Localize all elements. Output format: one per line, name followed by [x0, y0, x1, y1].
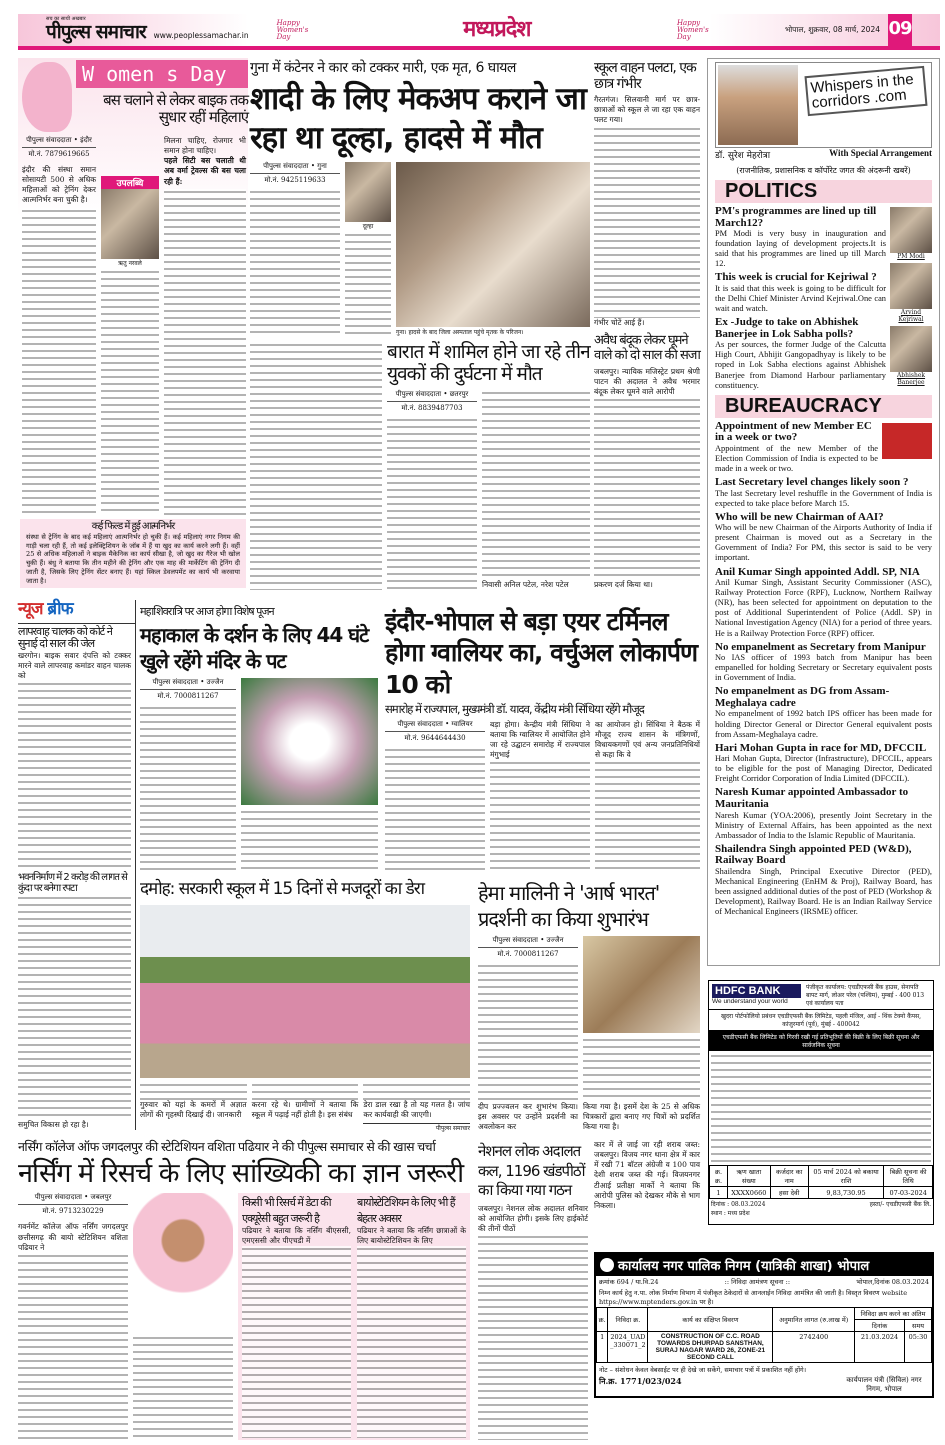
- body-text: [478, 1234, 588, 1440]
- body-text: [595, 760, 700, 872]
- ad-title: कार्यालय नगर पालिक निगम (यात्रिकी शाखा) भोपाल: [618, 1259, 870, 1274]
- box-title: कई फिल्ड में हुई आत्मनिर्भर: [91, 521, 175, 533]
- headline: स्कूल वाहन पलटा, एक छात्र गंभीर: [594, 60, 696, 93]
- womens-day-story: [18, 58, 248, 588]
- mobile-number: मो.नं. 7879619665: [28, 150, 90, 158]
- address: पंजीकृत कार्यालय: एचडीएफसी बैंक हाउस, सेनापति बापट मार्ग, लोअर परेल (पश्चिम), मुम्बई - 400 013 एवं कार्यालय पता: [806, 984, 925, 1007]
- groom-photo: [345, 162, 391, 222]
- mobile-number: मो.नं. 8839487703: [401, 403, 463, 412]
- whispers-banner: [715, 62, 932, 148]
- photo-ritu: [101, 189, 159, 259]
- headline: नर्सिंग में रिसर्च के लिए सांख्यिकी का ज्ञान जरूरी: [18, 1158, 464, 1190]
- politics-photos: [890, 203, 932, 391]
- col: [363, 1082, 470, 1132]
- body-text: [583, 1037, 700, 1102]
- slogan: We understand your world: [712, 998, 788, 1005]
- lead: गुरुवार को यहां के कमरों में अज्ञात लोगों की गृहस्थी दिखाई दी। जानकारी: [140, 1099, 247, 1119]
- nursing-columns: [18, 1193, 470, 1440]
- hema-columns: [478, 936, 700, 1132]
- item-title: This week is crucial for Kejriwal ?: [715, 271, 877, 284]
- subhead: पहले सिटी बस चलाती थी अब वर्मा ट्रेवल्स की बस चला रही हैं:: [164, 156, 246, 186]
- side-box: [238, 1193, 470, 1440]
- col1: [250, 342, 382, 590]
- mahakal-columns: [140, 678, 378, 872]
- item-title: Anil Kumar Singh appointed Addl. SP, NIA: [715, 565, 920, 578]
- notice-text: [711, 1053, 931, 1163]
- body-text: [140, 705, 236, 872]
- item-text: It is said that this week is going to be difficult for the Delhi Chief Minister Arvind Kejriwal.One can wait and watch.: [715, 283, 886, 314]
- brand: HDFC BANK: [712, 984, 801, 998]
- guna-story: [250, 60, 590, 336]
- item-title: Appointment of new Member EC in a week or two?: [715, 419, 872, 444]
- title-part: न्यूज: [18, 599, 43, 619]
- author-name: डॉ. सुरेश मेहरोत्रा: [715, 151, 771, 161]
- photo-col: [133, 1193, 233, 1440]
- barat-layout: [250, 342, 590, 590]
- byline: पीपुल्स संवादादाता • जबलपुर: [18, 1193, 128, 1205]
- body-text: [478, 963, 578, 1102]
- body-text: [387, 417, 477, 590]
- th: 05 मार्च 2024 को बकाया राशि: [808, 1166, 884, 1187]
- body-text: [250, 189, 340, 336]
- mobile-number: मो.नं. 7000811267: [497, 950, 559, 958]
- guna-caption: गुना। हादसे के बाद जिला अस्पताल पहुंचे मृतक के परिजन।: [396, 329, 524, 336]
- airport-story: [385, 606, 700, 872]
- td: 2742400: [773, 1332, 855, 1363]
- td: CONSTRUCTION OF C.C. ROAD TOWARDS DHURPAD SANSTHAN, SURAJ NAGAR WARD 26, ZONE-21 SECOND CALL: [648, 1332, 773, 1363]
- col2-lead: मिलना चाहिए, रोजगार भी समान होना चाहिए।: [164, 136, 246, 156]
- th: कर्जदार का नाम: [770, 1166, 808, 1187]
- byline-block: [140, 678, 236, 872]
- end-text: निवासी अनिल पटेल, नरेश पटेल: [482, 579, 569, 589]
- hdfc-logo: [709, 981, 804, 1009]
- body-text: [18, 895, 131, 1120]
- end-text: गंभीर चोटें आई हैं।: [594, 317, 645, 327]
- whispers-column: [707, 58, 940, 966]
- womens-day-top: [18, 58, 248, 132]
- item-text: No IAS officer of 1993 batch from Manipur has been empanelled for holding Secretary or Secretary equivalent posts in Government of India.: [715, 653, 932, 683]
- body-text: [18, 681, 131, 869]
- liquor-brief: [594, 1140, 700, 1211]
- col3: [482, 390, 590, 590]
- womens-day-banner: W omen s Day: [76, 60, 248, 88]
- lead: बड़ा होगा। केन्द्रीय मंत्री सिंधिया ने बताया कि ग्वालियर में आयोजित होने जा रहे उद्घाटन समारोह में राज्यपाल मंगुभाई: [490, 719, 590, 760]
- item-title: Ex -Judge to take on Abhishek Banerjee in Lok Sabha polls?: [715, 316, 859, 340]
- headline: नेशनल लोक अदालत कल, 1196 खंडपीठों का किया गया गठन: [478, 1142, 585, 1199]
- headline: अवैध बंदूक लेकर घूमने वाले को दो साल की सजा: [594, 333, 700, 363]
- lok-adalat-body: [478, 1204, 588, 1441]
- td: हसा देवी: [770, 1187, 808, 1199]
- damoh-main: [140, 905, 470, 1132]
- item-text: No empanelment of 1992 batch IPS officer has been made for holding Director General or Director General equivalent posts from Assam-Meghalaya cadre.: [715, 709, 932, 739]
- lead: इंदौर की संस्था समान सोसायटी 500 से अधिक महिलाओं को ट्रेनिंग देकर आत्मनिर्भर बना चुकी है।: [22, 165, 96, 205]
- mobile-number: मो.नं. 7000811267: [157, 691, 219, 700]
- byline: पीपुल्स संवाददाता • छतरपुर: [387, 390, 477, 402]
- side-box: [20, 519, 246, 588]
- section-title: मध्यप्रदेश: [463, 17, 531, 43]
- ec-graphic: [882, 423, 932, 459]
- news-brief-title: [18, 600, 135, 620]
- col1: [22, 136, 96, 515]
- body-text: [482, 390, 590, 580]
- politics-section-title: POLITICS: [715, 180, 932, 203]
- headline: बस चलाने से लेकर बाइक तक सुधार रहीं महिलाएं: [103, 91, 248, 127]
- item-title: PM's programmes are lined up till March12?: [715, 205, 877, 229]
- col: [140, 1082, 247, 1132]
- body-text: [345, 232, 391, 336]
- box-title: बायोस्टेटिशियन के लिए भी हैं बेहतर अवसर: [357, 1196, 455, 1225]
- item-title: Shailendra Singh appointed PED (W&D), Railway Board: [715, 842, 912, 867]
- item-title: Who will be new Chairman of AAI?: [715, 510, 884, 523]
- lok-adalat-story: [478, 1142, 588, 1440]
- body-text: [241, 809, 378, 872]
- mobile-number: मो.नं. 9713230229: [42, 1207, 104, 1216]
- photo-caption: PM Modi: [897, 253, 925, 260]
- col2: [345, 162, 391, 336]
- bureaucracy-section-title: BUREAUCRACY: [715, 395, 932, 418]
- box-col: [242, 1195, 351, 1438]
- tender-table: [596, 1307, 932, 1363]
- td: 2024_UAD_330071_2: [608, 1332, 648, 1363]
- ad-top: [709, 981, 933, 1010]
- item-text: Hari Mohan Gupta, Director (Infrastructure), DFCCIL, appears to be eligible for the post of Managing Director, Dedicated Freight Corridor Corporation of India Limited (DFCCIL).: [715, 754, 932, 784]
- damoh-columns: [140, 1082, 470, 1132]
- whispers-tagline: (राजनीतिक, प्रशासनिक व कॉर्पोरेट जगत की अंदरूनी खबरें): [736, 166, 911, 175]
- body-text: [594, 397, 700, 580]
- masthead-logo[interactable]: पीपुल्स समाचार: [46, 21, 146, 44]
- headline: दमोह: सरकारी स्कूल में 15 दिनों से मजदूरों का डेरा: [140, 879, 425, 899]
- hdfc-bank-ad: [708, 980, 934, 1225]
- damoh-body: [140, 905, 470, 1132]
- body-text: [357, 1246, 466, 1438]
- bureaucracy-items: [715, 421, 932, 918]
- th: निविदा क्र.: [608, 1308, 648, 1332]
- headline: महाकाल के दर्शन के लिए 44 घंटे खुले रहेंगे मंदिर के पट: [140, 622, 369, 673]
- body-text: [490, 760, 590, 872]
- sign: हस्ता/- एचडीएफसी बैंक लि.: [869, 1201, 931, 1208]
- col3: [595, 720, 700, 872]
- headline: हेमा मालिनी ने 'आर्ष भारत' प्रदर्शनी का किया शुभारंभ: [478, 881, 660, 931]
- byline-block: [478, 936, 578, 1132]
- byline-block: [250, 162, 340, 336]
- news-brief-column: [18, 600, 136, 1130]
- td: 1: [710, 1187, 728, 1199]
- note: नोट – संशोधन केवल वेबसाईट पर ही देखे जा सकेंगे, समाचार पत्रों में प्रकाशित नहीं होंगे।: [599, 1366, 807, 1374]
- th: कार्य का संक्षिप्त विवरण: [648, 1308, 773, 1332]
- ad-title: एचडीएफसी बैंक लिमिटेड को गिरवी रखी गई प्रतिभूतियों की बिक्री के लिए बिक्री सूचना और सार्वजनिक सूचना: [709, 1031, 933, 1051]
- author-photo: [718, 65, 798, 145]
- lead: गवर्नमेंट कॉलेज ऑफ नर्सिंग जगदलपुर छत्तीसगढ़ की बायो स्टेटिशियन वशिता पढियार ने: [18, 1222, 128, 1252]
- item-text: Appointment of the new Member of the Election Commission of India is expected to be made in a week or two.: [715, 443, 878, 473]
- byline: पीपुल्स संवाददाता • उज्जैन: [478, 936, 578, 948]
- col: [252, 1082, 359, 1132]
- notice: :: निविदा आमंत्रण सूचना ::: [724, 1278, 791, 1286]
- col: [478, 1204, 588, 1441]
- body-text: [18, 1253, 128, 1440]
- damoh-story: [140, 880, 470, 1132]
- politics-items: [715, 203, 886, 391]
- special-arrangement: With Special Arrangement: [829, 148, 932, 158]
- end: दीप प्रज्ज्वलन कर शुभारंभ किया। इस अवसर पर उन्होंने प्रदर्शनी का अवलोकन कर: [478, 1101, 578, 1131]
- signatory: कार्यपालन यंत्री (सिविल) नगर निगम, भोपाल: [846, 1376, 922, 1393]
- body-text: [101, 269, 159, 515]
- brief-headline: भवननिर्माण में 2 करोड़ की लागत से कुंदा पर बनेगा रपटा: [18, 871, 127, 895]
- modi-photo: [890, 207, 932, 253]
- end-text: प्रकरण दर्ज किया था।: [594, 579, 653, 589]
- box-text: पढियार ने बताया कि नर्सिंग छात्राओं के लिए बायोस्टेटिशियन के लिए: [357, 1226, 466, 1246]
- col: [594, 95, 700, 328]
- nursing-story: [18, 1140, 470, 1440]
- title-part: ब्रीफ: [47, 599, 73, 619]
- womens-day-columns: [18, 136, 248, 519]
- kejriwal-photo: [890, 263, 932, 309]
- byline-block: [385, 720, 485, 872]
- item-text: Anil Kumar Singh, Assistant Security Commissioner (ASC), Railway Protection Force (RPF), Lucknow, Northern Railway (NR), has been selected for appointment on deputation to the post of Additional Superintendent of Police (Addl. SP) in National Investigation Agency (NIA) for a period of three years. He is a Railway Protection Force (RPF) officer.: [715, 578, 932, 638]
- emblem-icon: [600, 1258, 614, 1272]
- end: किया गया है। इसमें देश के 25 से अधिक चित्रकारों द्वारा बनाए गए चित्रों को प्रदर्शित किया गया है।: [583, 1101, 700, 1131]
- loan-table: [709, 1165, 933, 1199]
- kicker: महाशिवरात्रि पर आज होगा विशेष पूजन: [140, 605, 274, 618]
- td: 05:30: [904, 1332, 931, 1363]
- th: दिनांक: [855, 1320, 905, 1332]
- guna-columns: [250, 162, 590, 336]
- school-van-story: [594, 60, 700, 328]
- body-text: [252, 1082, 359, 1100]
- body-text: [133, 1335, 233, 1440]
- byline: पीपुल्स संवाददाता • गुना: [250, 162, 340, 174]
- lead: का आयोजन हो। सिंधिया ने बैठक में मौजूद राज्य शासन के मंत्रिगणों, विधायकगणों एवं अन्य जनप्रतिनिधियों से कहा कि वे: [595, 719, 700, 760]
- item-text: Shailendra Singh, Principal Executive Director (PED), Mechanical Engineering (EnHM & Proj), Railway Board, has been assigned additional duties of the post of PED (Workshop & Development), Railway Board. He is an Indian Railway Service of Mechanical Engineers (IRSME) officer.: [715, 866, 932, 917]
- mahakal-photo: [241, 678, 378, 805]
- side-box-col: [238, 1193, 470, 1440]
- intro: निम्न कार्य हेतु न.पा. लोक निर्माण विभाग में पंजीकृत ठेकेदारों से आनलाईन निविदा आमंत्रित की जाती है। विस्तृत विवरण website https://www.mptenders.gov.in पर है।: [599, 1289, 908, 1306]
- td: 9,83,730.95: [808, 1187, 884, 1199]
- item-text: As per sources, the former Judge of the Calcutta High Court, Abhijit Gangopadhyay is likely to be roped in Lok Sabha elections against Abhishek Banerjee from Diamond Harbour parliamentary constituency.: [715, 340, 886, 390]
- photo-col: [396, 162, 590, 336]
- news-brief-body: [18, 623, 135, 1130]
- body-text: [22, 208, 96, 516]
- brief-end: समुचित विकास हो रहा है।: [18, 1119, 89, 1129]
- website-link[interactable]: www.peoplessamachar.in: [153, 31, 249, 40]
- whispers-logo: Whispers in the corridors .com: [804, 66, 927, 116]
- body-text: [164, 189, 246, 516]
- col2: [164, 136, 246, 515]
- photo-caption: Arvind Kejriwal: [898, 309, 924, 323]
- col: [594, 367, 700, 590]
- item-title: Last Secretary level changes likely soon ?: [715, 476, 909, 488]
- byline: पीपुल्स संवाददाता • उज्जैन: [140, 678, 236, 690]
- masthead-tagline: सच का साथी अखबार: [46, 16, 86, 23]
- subhead: समारोह में राज्यपाल, मुख्यमंत्री डॉ. यादव, केंद्रीय मंत्री सिंधिया रहेंगे मौजूद: [385, 701, 644, 716]
- body-text: [140, 1082, 247, 1100]
- col2: [583, 936, 700, 1132]
- womens-day-title-block: [76, 58, 248, 132]
- item-text: The last Secretary level reshuffle in the Government of India is expected to take place before March 15.: [715, 488, 932, 508]
- place: स्थान : मध्य प्रदेश: [711, 1210, 750, 1217]
- page-number: 09: [888, 14, 912, 46]
- page-header: [18, 14, 940, 50]
- item-title: Hari Mohan Gupta in race for MD, DFCCIL: [715, 741, 927, 754]
- barat-main: [387, 342, 590, 590]
- byline-block: [387, 390, 477, 590]
- brief-headline: लापरवाह चालक को कोर्ट ने सुनाई दो साल की जेल: [18, 624, 112, 651]
- photo-col: [241, 678, 378, 872]
- masthead-block: [46, 17, 146, 43]
- womens-day-badge-left: Happy Women's Day: [276, 18, 309, 41]
- th: बिक्री सूचना की तिथि: [884, 1166, 933, 1187]
- kicker: गुना में कंटेनर ने कार को टक्कर मारी, एक मृत, 6 घायल: [250, 60, 516, 76]
- byline: पीपुल्स संवाददाता • ग्वालियर: [385, 720, 485, 732]
- box-col: [357, 1195, 466, 1438]
- lead: कार में ले जाई जा रही शराब जब्त: जबलपुर। विजय नगर थाना क्षेत्र में कार में रखी 71 बॉटल अंग्रेजी व 100 पाव देशी शराब जब्त की गई। विजयनगर टीआई प्रतीक्षा मार्को ने बताया कि आरोपी पुलिस को देखकर मौके से भाग निकला।: [594, 1140, 700, 1210]
- lead: जबलपुर। न्यायिक मजिस्ट्रेट प्रथम श्रेणी पाटन की अदालत ने अवैध भरमार बंदूक लेकर घूमने वाले आरोपी: [594, 366, 700, 397]
- headline: इंदौर-भोपाल से बड़ा एयर टर्मिनल होगा ग्वालियर का, वर्चुअल लोकार्पण 10 को: [385, 607, 698, 699]
- address2: खुदरा पोर्टफोलियो प्रबंधन एचडीएफसी बैंक लिमिटेड, पहली मंजिल, आई - थिंक टेक्नो कैंपस, कांजुरमार्ग (पूर्व), मुंबई - 400042: [709, 1010, 933, 1031]
- item-title: No empanelment as DG from Assam-Meghalaya cadre: [715, 685, 890, 709]
- photo-caption: ऋतु नरवले: [118, 260, 142, 267]
- nikr: नि.क्र. 1771/023/024: [599, 1376, 682, 1386]
- lead: डेरा डाल रखा है तो यह गलत है। जांच कर कार्यवाही की जाएगी।: [363, 1099, 471, 1119]
- th: क्र.: [597, 1308, 608, 1332]
- td: 07-03-2024: [884, 1187, 933, 1199]
- byline-block: [18, 1193, 128, 1440]
- th: समय: [904, 1320, 931, 1332]
- body-text: [250, 342, 382, 590]
- gun-body: [594, 367, 700, 590]
- th: क्र. क्र.: [710, 1166, 728, 1187]
- mobile-number: मो.नं. 9644644430: [404, 733, 466, 742]
- col: [18, 626, 131, 1130]
- school-photo: [140, 905, 470, 1078]
- barat-story: [250, 342, 590, 590]
- barat-columns: [387, 390, 590, 590]
- td: 1: [597, 1332, 608, 1363]
- item-text: Who will be new Chairman of the Airports Authority of India if present Chairman is moved out as a Secretary in the Government of India? For PM, this sector is said to be very important.: [715, 523, 932, 563]
- lead: गैरतगंज। सिलवानी मार्ग पर छात्र-छात्राओं को स्कूल ले जा रहा एक वाहन पलट गया।: [594, 95, 700, 125]
- credit: पीपुल्स समाचार: [363, 1123, 470, 1132]
- ad-footer: [709, 1199, 933, 1209]
- ref-row: [596, 1276, 932, 1287]
- mahakal-story: [140, 606, 378, 872]
- brief-lead: खरगोन। बाइक सवार दंपत्ति को टक्कर मारने वाले लापरवाह कमांडर वाहन चालक को: [18, 650, 131, 681]
- hema-story: [478, 880, 700, 1132]
- photo-col: [101, 136, 159, 515]
- body-text: [363, 1082, 470, 1100]
- airport-columns: [385, 720, 700, 872]
- item-title: Naresh Kumar appointed Ambassador to Mauritania: [715, 786, 909, 811]
- ad-footer: [596, 1376, 932, 1396]
- item-text: PM Modi is very busy in inauguration and foundation laying of development projects.It is said that his programmes are lined up till March 12.: [715, 229, 886, 269]
- hema-photo: [583, 936, 700, 1033]
- vashita-photo: [133, 1193, 233, 1329]
- body-text: [242, 1246, 351, 1438]
- th: ऋण खाता संख्या: [727, 1166, 770, 1187]
- headline: बारात में शामिल होने जा रहे तीन युवकों की दुर्घटना में मौत: [387, 341, 590, 385]
- ref: क्रमांक 694 / या.वि.24: [599, 1278, 659, 1286]
- badge-uplabdhi: उपलब्धि: [101, 176, 159, 189]
- nagar-nigam-tender-ad: [594, 1252, 934, 1398]
- item-text: Naresh Kumar (YOA:2006), presently Joint Secretary in the Ministry of External Affairs, has been appointed as the next Ambassador of India to the Islamic Republic of Mauritania.: [715, 810, 932, 840]
- headline: शादी के लिए मेकअप कराने जा रहा था दूल्हा, हादसे में मौत: [250, 81, 586, 156]
- woman-silhouette-icon: [22, 62, 72, 132]
- inset-caption: दूल्हा: [362, 222, 374, 230]
- dateline: भोपाल, शुक्रवार, 08 मार्च, 2024: [784, 25, 880, 34]
- th: अनुमानित लागत (रु.लाख में): [773, 1308, 855, 1332]
- box-title: किसी भी रिसर्च में डेटा की एक्यूरेसी बहुत जरूरी है: [242, 1196, 331, 1225]
- gun-story: [594, 334, 700, 590]
- lead: जबलपुर। नेशनल लोक अदालत शनिवार को आयोजित होगी। इसके लिए हाईकोर्ट की तीनों पीठों: [478, 1203, 588, 1233]
- body-text: [385, 747, 485, 872]
- photo-caption: Abhishek Banerjee: [896, 372, 926, 386]
- td: XXXX0660: [727, 1187, 770, 1199]
- abhishek-photo: [890, 326, 932, 372]
- col2: [490, 720, 590, 872]
- school-van-body: [594, 95, 700, 328]
- date: दिनांक : 08.03.2024: [711, 1201, 766, 1208]
- womens-day-badge-right: Happy Women's Day: [676, 18, 709, 41]
- date: भोपाल,दिनांक 08.03.2024: [856, 1278, 929, 1286]
- td: 21.03.2024: [855, 1332, 905, 1363]
- lead: करना रहे थे। ग्रामीणों ने बताया कि स्कूल में पढ़ाई नहीं होती है। इस संबंध: [251, 1099, 359, 1119]
- th: निविदा क्रय करने का अंतिम: [855, 1308, 932, 1320]
- byline: पीपुल्स संवाददाता • इंदौर: [22, 136, 96, 148]
- item-title: No empanelment as Secretary from Manipur: [715, 640, 926, 653]
- box-text: संस्था से ट्रेनिंग के बाद कई महिलाएं आत्मनिर्भर हो चुकी हैं। कई महिलाएं नगर निगम की गाड़ी चला रही हैं, तो कई इलेक्ट्रिशियन के जॉब में हैं या खुद का कार्य करने लगी हैं। वहीं 25 से अधिक महिलाओं ने बाइक मैकेनिक का कार्य सीखा है, जो खुद का गैरेज भी खोल चुकी हैं। बंधु ने बताया कि तीन महीने की ट्रेनिंग और एक माह की मार्केटिंग की ट्रेनिंग दी जाती है, जिसके लिए ट्रेनिंग सेंटर बनाए हैं। यहां स्किल डेवलपमेंट का कार्य भी करवाया जाता है।: [26, 532, 240, 586]
- accident-photo: [396, 162, 590, 327]
- kicker: नर्सिंग कॉलेज ऑफ जगदलपुर की स्टेटिशियन वशिता पढियार ने की पीपुल्स समाचार से की खास चर्चा: [18, 1139, 436, 1154]
- box-text: पढियार ने बताया कि नर्सिंग बीएससी, एमएससी और पीएचडी में: [242, 1226, 351, 1246]
- mobile-number: मो.नं. 9425119633: [264, 175, 326, 184]
- body-text: [594, 126, 700, 318]
- ad-title-bar: [596, 1254, 932, 1276]
- author-row: [715, 148, 932, 161]
